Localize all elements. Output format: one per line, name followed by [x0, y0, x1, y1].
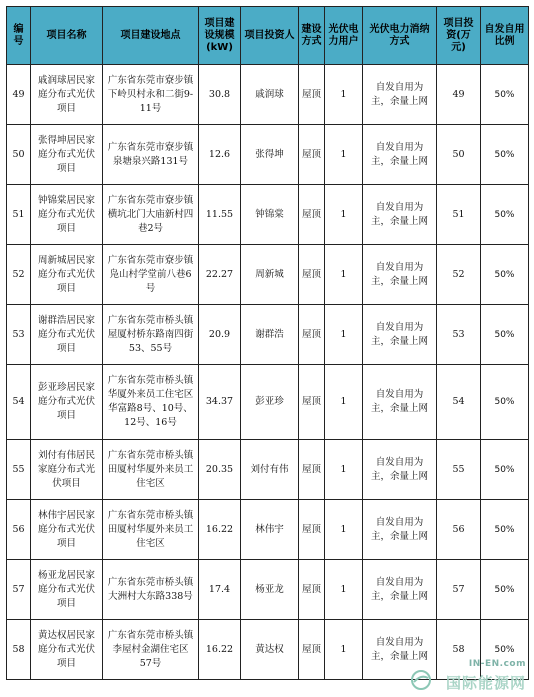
- table-row: [7, 305, 529, 365]
- cell-users: 1: [325, 125, 363, 185]
- table-row: [7, 440, 529, 500]
- cell-no: 53: [7, 305, 31, 365]
- cell-investor: 彭亚珍: [241, 365, 299, 440]
- cell-scale: 30.8: [199, 65, 241, 125]
- cell-mode: 屋顶: [299, 560, 325, 620]
- cell-invest: 58: [437, 620, 481, 680]
- header-no: 编号: [7, 7, 31, 65]
- cell-site: 广东省东莞市桥头镇李屋村金湖住宅区57号: [103, 620, 199, 680]
- header-scale: 项目建设规模(kW): [199, 7, 241, 65]
- table-row: [7, 500, 529, 560]
- cell-mode: 屋顶: [299, 440, 325, 500]
- cell-site: 广东省东莞市桥头镇田厦村华厦外来员工住宅区: [103, 500, 199, 560]
- header-invest: 项目投资(万元): [437, 7, 481, 65]
- cell-no: 49: [7, 65, 31, 125]
- projects-table: [6, 6, 529, 680]
- cell-investor: 周新城: [241, 245, 299, 305]
- watermark: [408, 657, 528, 693]
- header-investor: 项目投资人: [241, 7, 299, 65]
- cell-mode: 屋顶: [299, 185, 325, 245]
- table-body: [7, 65, 529, 680]
- cell-ratio: 50%: [481, 560, 529, 620]
- cell-name: 杨亚龙居民家庭分布式光伏项目: [31, 560, 103, 620]
- cell-invest: 49: [437, 65, 481, 125]
- cell-name: 刘付有伟居民家庭分布式光伏项目: [31, 440, 103, 500]
- globe-logo-icon: [410, 669, 432, 691]
- table-row: [7, 65, 529, 125]
- cell-scale: 11.55: [199, 185, 241, 245]
- cell-site: 广东省东莞市寮步镇下岭贝村永和二街9-11号: [103, 65, 199, 125]
- cell-no: 58: [7, 620, 31, 680]
- cell-site: 广东省东莞市桥头镇屋厦村桥东路南四街53、55号: [103, 305, 199, 365]
- header-site: 项目建设地点: [103, 7, 199, 65]
- cell-consume: 自发自用为主，余量上网: [363, 365, 437, 440]
- cell-mode: 屋顶: [299, 245, 325, 305]
- cell-no: 56: [7, 500, 31, 560]
- cell-ratio: 50%: [481, 185, 529, 245]
- cell-investor: 黄达权: [241, 620, 299, 680]
- cell-no: 54: [7, 365, 31, 440]
- watermark-name: 国际能源网: [445, 674, 526, 692]
- cell-invest: 56: [437, 500, 481, 560]
- cell-scale: 16.22: [199, 620, 241, 680]
- cell-site: 广东省东莞市桥头镇华厦外来员工住宅区华富路8号、10号、12号、16号: [103, 365, 199, 440]
- cell-scale: 22.27: [199, 245, 241, 305]
- cell-invest: 51: [437, 185, 481, 245]
- cell-ratio: 50%: [481, 365, 529, 440]
- cell-users: 1: [325, 185, 363, 245]
- cell-users: 1: [325, 620, 363, 680]
- cell-users: 1: [325, 305, 363, 365]
- cell-users: 1: [325, 560, 363, 620]
- cell-ratio: 50%: [481, 440, 529, 500]
- table-row: [7, 560, 529, 620]
- cell-ratio: 50%: [481, 500, 529, 560]
- table-header: [7, 7, 529, 65]
- cell-consume: 自发自用为主，余量上网: [363, 440, 437, 500]
- cell-ratio: 50%: [481, 125, 529, 185]
- header-consume: 光伏电力消纳方式: [363, 7, 437, 65]
- cell-investor: 钟锦棠: [241, 185, 299, 245]
- cell-scale: 17.4: [199, 560, 241, 620]
- cell-scale: 16.22: [199, 500, 241, 560]
- cell-consume: 自发自用为主，余量上网: [363, 185, 437, 245]
- cell-ratio: 50%: [481, 305, 529, 365]
- cell-users: 1: [325, 245, 363, 305]
- cell-no: 57: [7, 560, 31, 620]
- cell-site: 广东省东莞市寮步镇横坑北门大庙新村四巷2号: [103, 185, 199, 245]
- cell-no: 50: [7, 125, 31, 185]
- cell-name: 谢群浩居民家庭分布式光伏项目: [31, 305, 103, 365]
- table-row: [7, 365, 529, 440]
- cell-ratio: 50%: [481, 65, 529, 125]
- cell-name: 黄达权居民家庭分布式光伏项目: [31, 620, 103, 680]
- cell-name: 张得坤居民家庭分布式光伏项目: [31, 125, 103, 185]
- cell-users: 1: [325, 65, 363, 125]
- cell-no: 52: [7, 245, 31, 305]
- table-row: [7, 245, 529, 305]
- cell-mode: 屋顶: [299, 500, 325, 560]
- cell-investor: 戚润球: [241, 65, 299, 125]
- table-row: [7, 185, 529, 245]
- header-ratio: 自发自用比例: [481, 7, 529, 65]
- cell-scale: 34.37: [199, 365, 241, 440]
- cell-invest: 53: [437, 305, 481, 365]
- cell-invest: 57: [437, 560, 481, 620]
- cell-site: 广东省东莞市桥头镇田厦村华厦外来员工住宅区: [103, 440, 199, 500]
- cell-mode: 屋顶: [299, 305, 325, 365]
- cell-invest: 55: [437, 440, 481, 500]
- cell-investor: 杨亚龙: [241, 560, 299, 620]
- cell-scale: 20.35: [199, 440, 241, 500]
- cell-mode: 屋顶: [299, 125, 325, 185]
- cell-investor: 林伟宇: [241, 500, 299, 560]
- cell-site: 广东省东莞市寮步镇泉塘泉兴路131号: [103, 125, 199, 185]
- cell-users: 1: [325, 500, 363, 560]
- cell-consume: 自发自用为主，余量上网: [363, 620, 437, 680]
- cell-site: 广东省东莞市桥头镇大洲村大东路338号: [103, 560, 199, 620]
- watermark-site: IN-EN.com: [468, 659, 526, 669]
- cell-site: 广东省东莞市寮步镇凫山村学堂前八巷6号: [103, 245, 199, 305]
- cell-ratio: 50%: [481, 245, 529, 305]
- cell-investor: 张得坤: [241, 125, 299, 185]
- cell-name: 钟锦棠居民家庭分布式光伏项目: [31, 185, 103, 245]
- table-row: [7, 125, 529, 185]
- cell-invest: 54: [437, 365, 481, 440]
- cell-mode: 屋顶: [299, 365, 325, 440]
- cell-name: 戚润球居民家庭分布式光伏项目: [31, 65, 103, 125]
- cell-no: 55: [7, 440, 31, 500]
- cell-investor: 谢群浩: [241, 305, 299, 365]
- cell-users: 1: [325, 440, 363, 500]
- cell-invest: 50: [437, 125, 481, 185]
- cell-no: 51: [7, 185, 31, 245]
- cell-users: 1: [325, 365, 363, 440]
- header-users: 光伏电力用户: [325, 7, 363, 65]
- cell-mode: 屋顶: [299, 620, 325, 680]
- cell-mode: 屋顶: [299, 65, 325, 125]
- cell-consume: 自发自用为主，余量上网: [363, 560, 437, 620]
- cell-ratio: 50%: [481, 620, 529, 680]
- header-mode: 建设方式: [299, 7, 325, 65]
- cell-investor: 刘付有伟: [241, 440, 299, 500]
- cell-name: 林伟宇居民家庭分布式光伏项目: [31, 500, 103, 560]
- cell-name: 周新城居民家庭分布式光伏项目: [31, 245, 103, 305]
- cell-scale: 12.6: [199, 125, 241, 185]
- header-name: 项目名称: [31, 7, 103, 65]
- cell-scale: 20.9: [199, 305, 241, 365]
- cell-name: 彭亚珍居民家庭分布式光伏项目: [31, 365, 103, 440]
- cell-consume: 自发自用为主，余量上网: [363, 125, 437, 185]
- cell-consume: 自发自用为主，余量上网: [363, 245, 437, 305]
- cell-consume: 自发自用为主，余量上网: [363, 65, 437, 125]
- cell-consume: 自发自用为主，余量上网: [363, 500, 437, 560]
- cell-invest: 52: [437, 245, 481, 305]
- cell-consume: 自发自用为主，余量上网: [363, 305, 437, 365]
